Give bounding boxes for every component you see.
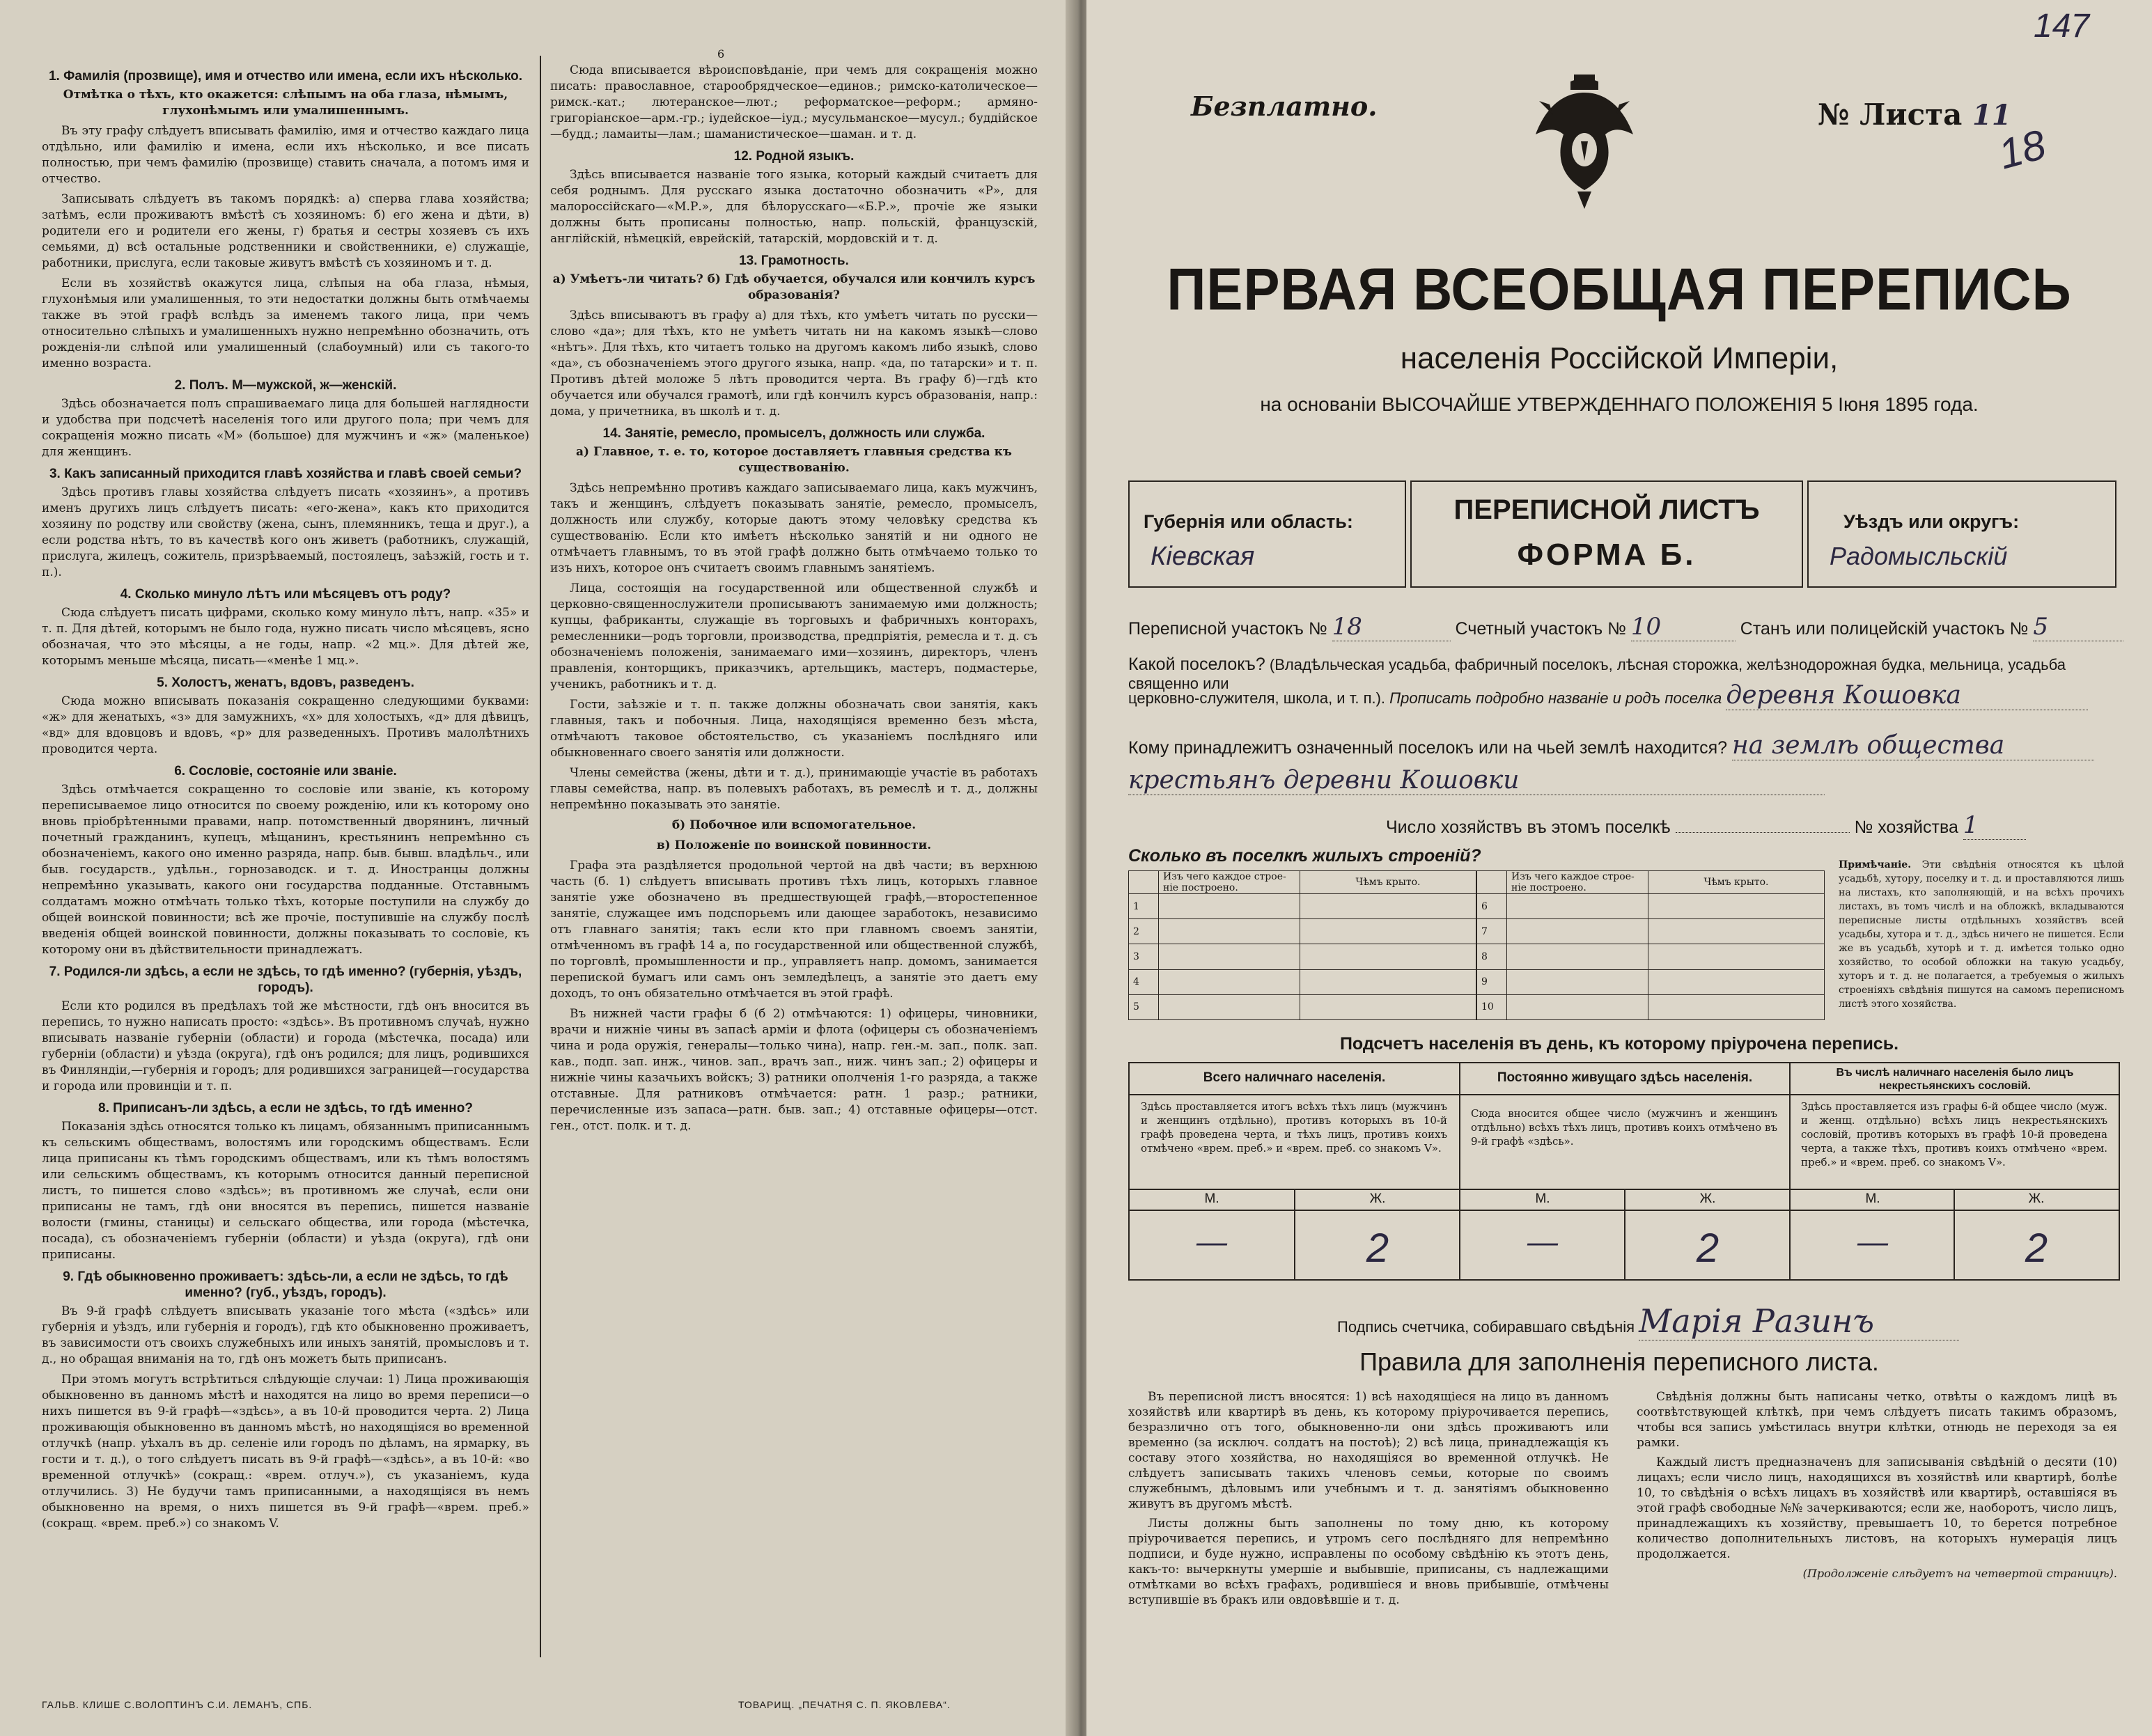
instruction-paragraph: Въ 9-й графѣ слѣдуетъ вписывать указаніе того мѣста («здѣсь» или губернія и уѣздъ, или губернія и городъ), гдѣ кто обыкновенно проживаетъ, въ зависимости отъ своихъ служебныхъ или иныхъ занятій, промысловъ и т. д., но обращая вниманія на то, гдѣ онъ можетъ быть приписанъ. xyxy=(42,1304,529,1366)
left-page-number: 6 xyxy=(717,47,725,61)
uezd-label: Уѣздъ или округъ: xyxy=(1843,511,2020,532)
census-legal-basis: на основаніи ВЫСОЧАЙШЕ УТВЕРЖДЕННАГО ПОЛОЖЕНІЯ 5 Іюня 1895 года. xyxy=(1260,393,1979,415)
instruction-paragraph: Сюда вписывается вѣроисповѣданіе, при чемъ для сокращенія можно писать: православное, старообрядческое—единов.; римско-католическое—римск.-кат.; лютеранское—лют.; реформатское—реформ.; армяно-григоріанское—арм.-гр.; іудейское—іуд.; мусульманское—мусул.; буддійское—будд.; ламаиты—лам.; шаманистическое—шаман. и т. д. xyxy=(550,63,1038,141)
section-heading: 2. Полъ. М—мужской, ж—женскій. xyxy=(174,378,397,393)
section-note: а) Главное, т. е. то, которое доставляетъ главныя средства къ существованію. xyxy=(576,445,1012,475)
sheet-title: ПЕРЕПИСНОЙ ЛИСТЪ xyxy=(1453,494,1760,525)
count-value: 10 xyxy=(1631,613,1736,641)
non-peasant-male-count: — xyxy=(1857,1225,1888,1259)
instruction-paragraph: Здѣсь непремѣнно противъ каждаго записываемаго лица, какъ мужчинъ, такъ и женщинъ, слѣдуетъ показывать занятіе, ремесло, промыселъ, должность или службу, которые даютъ этому человѣку средства къ существованію. Если кто имѣетъ нѣсколько занятій и ни одного не отмѣчаетъ главнымъ, то въ этой графѣ должно быть отмѣчаемо только то изъ нихъ, которое онъ считаетъ своимъ главнымъ занятіемъ. xyxy=(550,481,1038,575)
owner-field: Кому принадлежитъ означенный поселокъ или на чьей землѣ находится? на землѣ общества xyxy=(1128,731,2131,760)
free-label: Безплатно. xyxy=(1191,91,1378,122)
gubernia-box xyxy=(1128,480,1406,588)
permanent-population-desc: Сюда вносится общее число (мужчинъ и женщинъ отдѣльно) всѣхъ тѣхъ лицъ, противъ коихъ отмѣчено въ 9-й графѣ «здѣсь». xyxy=(1471,1107,1777,1148)
owner-value-line1: на землѣ общества xyxy=(1732,731,2094,760)
row-number: 9 xyxy=(1477,969,1507,994)
female-header: Ж. xyxy=(1699,1191,1716,1206)
section-heading: 3. Какъ записанный приходится главѣ хозяйства и главѣ своей семьи? xyxy=(49,467,522,481)
census-title: ПЕРВАЯ ВСЕОБЩАЯ ПЕРЕПИСЬ xyxy=(1167,255,2072,323)
row-number: 1 xyxy=(1129,894,1159,919)
non-peasant-desc: Здѣсь проставляется изъ графы 6-й общее число (муж. и женщ. отдѣльно) всѣхъ лицъ некрестьянскихъ сословій, противъ которыхъ въ графѣ 10-й проведена черта, а также тѣхъ, противъ коихъ отмѣчено «врем. преб.» и «врем. преб. со знакомъ V». xyxy=(1801,1100,2107,1168)
col-roof-header: Чѣмъ крыто. xyxy=(1648,871,1825,894)
non-peasant-female-count: 2 xyxy=(2025,1226,2048,1271)
continued-note: (Продолженіе слѣдуетъ на четвертой страницѣ). xyxy=(1802,1567,2117,1580)
instruction-paragraph: Здѣсь вписываютъ въ графу а) для тѣхъ, кто умѣетъ читать по русски—слово «да»; для тѣхъ, кто не умѣетъ читать ни на какомъ языкѣ—слово «нѣтъ». Для тѣхъ, кто читаетъ только на другомъ какомъ либо языкѣ, слово «да», съ обозначеніемъ этого другого языка, напр. «да, по татарски» и т. п. Противъ дѣтей моложе 5 лѣтъ проводится черта. Въ графу б)—гдѣ кто обучается или обучался грамотѣ, или гдѣ кончилъ курсъ образованія, напр.: дома, у причетника, въ школѣ и т. д. xyxy=(550,308,1038,419)
section-heading: 6. Сословіе, состояніе или званіе. xyxy=(174,764,397,779)
row-number: 6 xyxy=(1477,894,1507,919)
male-header: М. xyxy=(1204,1191,1219,1206)
printer-credit-right: ТОВАРИЩ. „ПЕЧАТНЯ С. П. ЯКОВЛЕВА“. xyxy=(738,1699,951,1710)
instruction-paragraph: Записывать слѣдуетъ въ такомъ порядкѣ: а) сперва глава хозяйства; затѣмъ, если проживаютъ вмѣстѣ съ хозяиномъ: б) его жена и дѣти, в) родители его и родители его жены, г) братья и сестры хозяевъ съ ихъ семьями, д) всѣ остальные родственники и свойственники, е) служащіе, работники, прислуга, если таковые живутъ вмѣстѣ съ хозяиномъ и т. д. xyxy=(42,192,529,270)
double-headed-eagle-icon xyxy=(1532,66,1637,212)
instruction-paragraph: Здѣсь отмѣчается сокращенно то сословіе или званіе, къ которому переписываемое лицо относится по своему рожденію, или къ которому оно вновь пріобрѣтенными правами, напр. потомственный дворянинъ, личный почетный гражданинъ, купецъ, мѣщанинъ, крестьянинъ непремѣнно съ обозначеніемъ, какого оно именно разряда, напр. быв. бывш. владѣльч., или быв. государств., удѣльн., горнозаводск. и т. д. Иностранцы должны непремѣнно указывать, какого они государства подданные. Отставнымъ солдатамъ можно отмѣчать только тѣхъ, которые поступили на службу до общей воинской повинности; всѣ же прочіе, поступившіе на службу послѣ введенія общей воинской повинности, должны показывать то сословіе, къ которому они въ дѣйствительности принадлежатъ. xyxy=(42,783,529,957)
left-page xyxy=(0,0,1073,1736)
district-value: 18 xyxy=(1332,613,1451,641)
col-roof-header: Чѣмъ крыто. xyxy=(1300,871,1476,894)
non-peasant-title: Въ числѣ наличнаго населенія было лицъ некрестьянскихъ сословій. xyxy=(1836,1067,2074,1092)
section-heading: 12. Родной языкъ. xyxy=(733,149,855,164)
rules-paragraph: Свѣдѣнія должны быть написаны четко, отвѣты о каждомъ лицѣ въ соотвѣтствующей клѣткѣ, при чемъ слѣдуетъ писать такимъ образомъ, чтобы вся запись умѣстилась внутри клѣтки, отнюдь не переходя за ея рамки. xyxy=(1637,1390,2117,1450)
section-heading: 13. Грамотность. xyxy=(739,253,849,268)
gubernia-value: Кіевская xyxy=(1151,542,1255,571)
rules-heading: Правила для заполненія переписного листа. xyxy=(1359,1347,1879,1376)
total-female-count: 2 xyxy=(1366,1226,1389,1271)
sheet-number-label: № Листа 11 xyxy=(1818,97,2011,132)
form-name: ФОРМА Б. xyxy=(1517,538,1697,572)
row-number: 3 xyxy=(1129,944,1159,969)
census-subtitle: населенія Россійской Имперіи, xyxy=(1400,341,1839,375)
buildings-label: Сколько въ поселкѣ жилыхъ строеній? xyxy=(1128,846,1481,866)
instructions-column-2 xyxy=(550,63,1038,1139)
instruction-paragraph: Если кто родился въ предѣлахъ той же мѣстности, гдѣ онъ вносится въ перепись, то нужно написать просто: «здѣсь». Въ противномъ случаѣ, нужно вписывать названіе губерніи (области) и города (мѣстечка, посада) или губерніи (области) и уѣзда (округа), гдѣ онъ родился; для лицъ, родившихся въ Финляндіи,—губернія и городъ; для родившихся заграницей—государства и города или провинціи и т. п. xyxy=(42,999,529,1093)
col-material-header: Изъ чего каждое строе- ніе построено. xyxy=(1507,871,1648,894)
row-number: 2 xyxy=(1129,919,1159,944)
printer-credit-left: ГАЛЬВ. КЛИШЕ С.ВОЛОПТИНЪ С.И. ЛЕМАНЪ, СПБ. xyxy=(42,1699,313,1710)
stan-value: 5 xyxy=(2033,613,2123,641)
district-field: Переписной участокъ № 18 Счетный участокъ № 10 Станъ или полицейскій участокъ № 5 xyxy=(1128,613,2123,641)
instruction-paragraph: Гости, заѣзжіе и т. п. также должны обозначать свои занятія, какъ главныя, такъ и побочныя. Лица, находящіяся временно безъ мѣста, отмѣчаютъ таковое обстоятельство, съ указаніемъ послѣдняго или обыкновеннаго своего занятія или должности. xyxy=(550,698,1038,760)
male-header: М. xyxy=(1865,1191,1880,1206)
row-number: 7 xyxy=(1477,919,1507,944)
rules-paragraph: Каждый листъ предназначенъ для записыванія свѣдѣній о десяти (10) лицахъ; если число лицъ, находящихся въ хозяйствѣ или квартирѣ, болѣе 10, то свѣдѣнія о всѣхъ лицахъ въ хозяйствѣ или квартирѣ, оставшіяся въ этой графѣ свободные №№ зачеркиваются; если же, наоборотъ, число лицъ, принадлежащихъ къ хозяйству, превышаетъ 10, то берется потребное количество дополнительныхъ листовъ, на которыхъ нумерація лицъ продолжается. xyxy=(1637,1455,2117,1561)
section-heading: 14. Занятіе, ремесло, промыселъ, должность или служба. xyxy=(602,426,985,441)
col-material-header: Изъ чего каждое строе- ніе построено. xyxy=(1159,871,1300,894)
instruction-paragraph: Лица, состоящія на государственной или общественной службѣ и церковно-священнослужители прописываютъ занимаемую ими должность; купцы, фабриканты, служащіе въ торговыхъ и фабричныхъ конторахъ, ремесленники—родъ торговли, производства, предпріятія, ремесла и т. д. съ обозначеніемъ положенія, занимаемаго ими—хозяинъ, директоръ, членъ правленія, конторщикъ, приказчикъ, артельщикъ, мастеръ, подмастерье, ученикъ, работникъ и т. д. xyxy=(550,581,1038,691)
instruction-paragraph: Здѣсь вписывается названіе того языка, который каждый считаетъ для себя роднымъ. Для русскаго языка достаточно обозначить «Р», для малороссійскаго—«М.Р.», для бѣлорусскаго—«Б.Р.», прочіе же языки должны быть прописаны полностью, напр. польскій, французскій, англійскій, нѣмецкій, еврейскій, татарскій, мордовскій и т. д. xyxy=(550,168,1038,246)
female-header: Ж. xyxy=(1369,1191,1386,1206)
section-heading: 9. Гдѣ обыкновенно проживаетъ: здѣсь-ли, а если не здѣсь, то гдѣ именно? (губ., уѣздъ, городъ). xyxy=(63,1269,508,1300)
female-header: Ж. xyxy=(2028,1191,2045,1206)
section-heading: 4. Сколько минуло лѣтъ или мѣсяцевъ отъ роду? xyxy=(120,587,451,602)
instruction-paragraph: Здѣсь противъ главы хозяйства слѣдуетъ писать «хозяинъ», а противъ именъ другихъ лицъ слѣдуетъ писать: «его-жена», какъ кто приходится хозяину по родству или свойству (жена, сынъ, племянникъ, теща и друг.), а если родства нѣтъ, то въ качествѣ кого онъ живетъ (работникъ, служащій, прислуга, жилецъ, сожитель, призрѣваемый, постоялецъ, заѣзжій, гость и т. п.). xyxy=(42,485,529,579)
row-number: 10 xyxy=(1477,994,1507,1019)
instruction-paragraph: Графа эта раздѣляется продольной чертой на двѣ части; въ верхнюю часть (б. 1) слѣдуетъ вписывать противъ тѣхъ лицъ, которыхъ главное занятіе уже обозначено въ предшествующей графѣ,—второстепенное занятіе, служащее имъ подспорьемъ или дающее заработокъ, независимо отъ главнаго занятія; такъ если кто при главномъ своемъ занятіи, отмѣченномъ въ графѣ 14 а, по государственной или общественной службѣ, по торговлѣ, промышленности и пр., управляетъ напр. домомъ, занимается перепиской бумагъ или самъ онъ земледѣлецъ, а занятіе это даетъ ему доходъ, то онъ обязательно отмѣчается въ этой графѣ. xyxy=(550,859,1038,1001)
rules-paragraph: Листы должны быть заполнены по тому дню, къ которому пріурочивается перепись, и утромъ сего послѣдняго для непремѣнно подписи, и буде нужно, исправлены по особому свѣдѣнію къ этотъ день, какъ-то: вычеркнуты умершіе и выбывшіе, приписаны, съ надлежащими отмѣтками во всѣхъ графахъ, родившіеся и вновь прибывшіе, отмѣчены вступившіе въ бракъ или овдовѣвшіе и т. д. xyxy=(1128,1517,1609,1607)
instruction-paragraph: Члены семейства (жены, дѣти и т. д.), принимающіе участіе въ работахъ главы семейства, напр. въ полевыхъ работахъ, въ ремеслѣ и т. д., должны непремѣнно показывать это занятіе. xyxy=(550,766,1038,812)
buildings-table-right xyxy=(1476,870,1825,1020)
instruction-paragraph: Сюда слѣдуетъ писать цифрами, сколько кому минуло лѣтъ, напр. «35» и т. п. Для дѣтей, которымъ не было года, нужно писать число мѣсяцевъ, ясно обозначая, что это мѣсяцы, а не годы, напр. «2 мц.». Для дѣтей же, которымъ меньше мѣсяца, писать—«менѣе 1 мц.». xyxy=(42,606,529,668)
rules-column-1 xyxy=(1128,1389,1609,1612)
total-population-desc: Здѣсь проставляется итогъ всѣхъ тѣхъ лицъ (мужчинъ и женщинъ отдѣльно), противъ которыхъ въ 10-й графѣ проведена черта, и тѣхъ лицъ, противъ коихъ отмѣчено «врем. преб.» и «врем. преб. со знакомъ V». xyxy=(1141,1100,1447,1155)
instruction-paragraph: Здѣсь обозначается полъ спрашиваемаго лица для большей наглядности и удобства при подсчетѣ населенія того или другого пола; при чемъ для сокращенія можно писать «М» (большое) для мужчинъ и «ж» (маленькое) для женщинъ. xyxy=(42,397,529,459)
section-heading: 7. Родился-ли здѣсь, а если не здѣсь, то гдѣ именно? (губернія, уѣздъ, городъ). xyxy=(49,964,522,995)
instruction-paragraph: Въ нижней части графы б (б 2) отмѣчаются: 1) офицеры, чиновники, врачи и нижніе чины въ запасѣ армiи и флота (офицеры съ обозначеніемъ чина и рода оружія, генералы—только чина), напр. ген.-м. зап., полк. зап. кав., подп. зап. инж., чинов. зап., врачъ зап., ниж. чинъ зап.; 2) офицеры и нижніе чины казачьихъ войскъ; 3) ратники ополченія 1-го разряда, а также отставные. Для ратниковъ отмѣчается: ратн. 1 разр.; ратники, перечисленные изъ запаса—ратн. быв. зап.; 4) отставные офицеры—отст. ген., отст. полк. и т. д. xyxy=(550,1007,1038,1133)
buildings-table-left xyxy=(1128,870,1476,1020)
buildings-note: Примѣчаніе. Эти свѣдѣнія относятся къ цѣлой усадьбѣ, хутору, поселку и т. д. и проставляются лишь на листахъ, кто заполняющій, и на всѣхъ прочихъ листахъ, въ томъ числѣ и на обложкѣ, вкладываются переписные листы отдѣльныхъ хозяйствъ всей усадьбы, хутора и т. д., здѣсь ничего не пишется. Если же въ усадьбѣ, хуторѣ и т. д. имѣется только одно хозяйство, то особой обложки на такую усадьбу, хуторъ и т. д. не полагается, а требуемыя о жилыхъ строеніяхъ свѣдѣнія пишутся на самомъ переписномъ листѣ этого хозяйства. xyxy=(1839,859,2124,1010)
section-note: Отмѣтка о тѣхъ, кто окажется: слѣпымъ на оба глаза, нѣмымъ, глухонѣмымъ или умалишеннымъ. xyxy=(63,88,508,118)
owner-value-line2: крестьянъ деревни Кошовки xyxy=(1128,766,1825,795)
instruction-paragraph: Въ эту графу слѣдуетъ вписывать фамилію, имя и отчество каждаго лица отдѣльно, или фамилію и имена, если ихъ нѣсколько, и все писать полностью, при чемъ фамилію (прозвище) ставить сначала, а потомъ имя и отчество. xyxy=(42,124,529,186)
archive-page-number: 147 xyxy=(2034,8,2090,45)
population-heading: Подсчетъ населенія въ день, къ которому пріурочена перепись. xyxy=(1339,1034,1899,1054)
rules-column-2 xyxy=(1637,1389,2117,1581)
gubernia-label: Губернія или область: xyxy=(1144,511,1353,532)
row-number: 4 xyxy=(1129,969,1159,994)
rules-paragraph: Въ переписной листъ вносятся: 1) всѣ находящіеся на лицо въ данномъ хозяйствѣ или квартирѣ въ день, къ которому пріурочивается перепись, безразлично отъ того, обыкновенно-ли они здѣсь проживаютъ или временно (за исключ. солдатъ на постоѣ); 2) всѣ лица, принадлежащія къ составу этого хозяйства, но находящіяся во временной отлучкѣ. Не слѣдуетъ записывать такихъ членовъ семьи, которые по своимъ служебнымъ, дѣловымъ или учебнымъ и т. д. занятіямъ обыкновенно живутъ въ другомъ мѣстѣ. xyxy=(1128,1390,1609,1511)
instruction-paragraph: При этомъ могутъ встрѣтиться слѣдующіе случаи: 1) Лица проживающія обыкновенно въ данномъ мѣстѣ и находятся на лицо во время переписи—о нихъ пишется въ 9-й графѣ—«здѣсь», а въ 10-й проводится черта. 2) Лица проживающія обыкновенно въ данномъ мѣстѣ, но находящіяся во временной отлучкѣ (напр. уѣхалъ въ др. селеніе или городъ по дѣламъ, на ярмарку, въ гости и т. д.), о того слѣдуетъ писать въ 9-й графѣ—«здѣсь», а въ 10-й: «во временной отлучкѣ» (сокращ.: «врем. отлуч.»), съ указаніемъ, куда отлучились. 3) Не будучи тамъ приписанными, а находящіяся въ немъ обыкновенно на время, о нихъ пишется въ 9-й графѣ—«врем. преб.» (сокращ. «врем. преб.») со знакомъ V. xyxy=(42,1373,529,1531)
permanent-female-count: 2 xyxy=(1696,1226,1720,1271)
section-note: в) Положеніе по воинской повинности. xyxy=(656,838,932,852)
settlement-field: Какой поселокъ? (Владѣльческая усадьба, фабричный поселокъ, лѣсная сторожка, желѣзнодорожная будка, мельница, усадьба священно или xyxy=(1128,655,2066,692)
owner-field-line2 xyxy=(1128,766,2131,795)
instructions-column-1 xyxy=(42,63,529,1536)
population-table xyxy=(1128,1062,2120,1281)
section-heading: 8. Приписанъ-ли здѣсь, а если не здѣсь, то гдѣ именно? xyxy=(98,1101,473,1116)
total-population-title: Всего наличнаго населенія. xyxy=(1203,1070,1386,1085)
section-note: б) Побочное или вспомогательное. xyxy=(671,818,917,832)
right-page xyxy=(1086,0,2152,1736)
section-heading: 5. Холостъ, женатъ, вдовъ, разведенъ. xyxy=(157,675,414,690)
handwritten-mark: 18 xyxy=(1993,120,2051,178)
enumerator-signature: Марія Разинъ xyxy=(1639,1302,1959,1340)
instruction-paragraph: Если въ хозяйствѣ окажутся лица, слѣпыя на оба глаза, нѣмыя, глухонѣмыя или умалишенныя, то эти недостатки должны быть отмѣчаемы также въ этой графѣ вслѣдъ за именемъ такого лица, при чемъ относительно слѣпыхъ и умалишенныхъ нужно непремѣнно обозначить, отъ рожденія-ли слѣпой или умалишенный (слабоумный) или съ такого-то именно возраста. xyxy=(42,276,529,370)
signature-field: Подпись счетчика, собиравшаго свѣдѣнія Марія Разинъ xyxy=(1337,1302,2103,1340)
section-heading: 1. Фамилія (прозвище), имя и отчество или имена, если ихъ нѣсколько. xyxy=(48,69,523,84)
sheet-number-value: 11 xyxy=(1972,99,2011,132)
row-number: 5 xyxy=(1129,994,1159,1019)
column-divider xyxy=(540,56,541,1657)
permanent-male-count: — xyxy=(1527,1225,1558,1259)
section-note: а) Умѣетъ-ли читать? б) Гдѣ обучается, обучался или кончилъ курсъ образованія? xyxy=(552,272,1036,302)
instruction-paragraph: Показанія здѣсь относятся только къ лицамъ, обязаннымъ приписаннымъ къ сельскимъ обществамъ, волостямъ или городскимъ обществамъ. Если лица приписаны къ тѣмъ городскимъ обществамъ, или къ тѣмъ волостямъ или сельскимъ обществамъ, къ которымъ относится данный переписной листъ, то пишется слово «здѣсь»; въ противномъ же случаѣ, если они приписаны не тамъ, гдѣ они вносятся въ перепись, пишется названіе волости (гмины, станицы) и сельскаго общества, или города (мѣстечка, посада), съ обозначеніемъ губерніи (области) и уѣзда (округа), гдѣ они приписаны. xyxy=(42,1120,529,1262)
uezd-box xyxy=(1807,480,2116,588)
settlement-hint-line: церковно-служителя, школа, и т. п.). Прописать подробно названіе и родъ поселка деревня Кошовка xyxy=(1128,681,2117,710)
male-header: М. xyxy=(1535,1191,1550,1206)
settlement-value: деревня Кошовка xyxy=(1726,681,2088,710)
form-title-box xyxy=(1410,480,1803,588)
total-male-count: — xyxy=(1196,1225,1227,1259)
households-field: Число хозяйствъ въ этомъ поселкѣ № хозяйства 1 xyxy=(1386,811,2124,840)
uezd-value: Радомысльскій xyxy=(1830,542,2008,570)
row-number: 8 xyxy=(1477,944,1507,969)
instruction-paragraph: Сюда можно вписывать показанія сокращенно следующими буквами: «ж» для женатыхъ, «з» для замужнихъ, «х» для холостыхъ, «д» для дѣвицъ, «вд» для вдовцовъ и вдовъ, «р» для разведенныхъ. Противъ малолѣтнихъ проводится черта. xyxy=(42,694,529,756)
permanent-population-title: Постоянно живущаго здѣсь населенія. xyxy=(1497,1070,1753,1085)
household-number-value: 1 xyxy=(1963,811,2026,840)
